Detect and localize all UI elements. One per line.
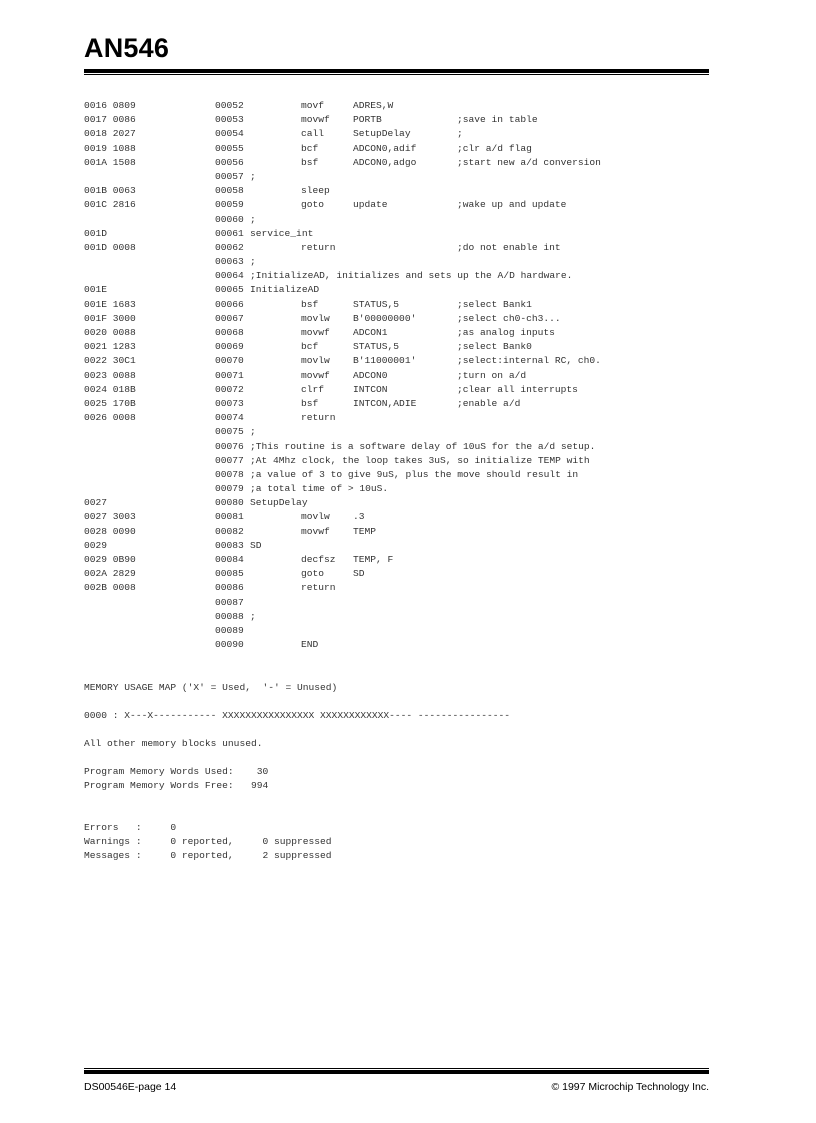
listing-operand: update — [353, 199, 388, 211]
document-title: AN546 — [84, 33, 170, 63]
listing-line-number: 00062 — [215, 241, 244, 253]
listing-comment: ;select Bank0 — [457, 341, 532, 353]
listing-comment: ;clear all interrupts — [457, 383, 578, 395]
listing-operand: INTCON — [353, 383, 388, 395]
listing-address: 0026 0008 — [84, 412, 136, 424]
listing-opcode: decfsz — [301, 554, 336, 565]
listing-address: 0023 0088 — [84, 369, 136, 381]
footer-rule-thin — [84, 1068, 709, 1069]
listing-line-number: 00065 — [215, 284, 244, 296]
listing-comment: ;do not enable int — [457, 241, 561, 253]
header-rule — [84, 69, 709, 76]
listing-comment: ;select:internal RC, ch0. — [457, 355, 601, 367]
listing-comment: ;save in table — [457, 114, 538, 126]
listing-comment-line: ;a value of 3 to give 9uS, plus the move should result in — [250, 468, 579, 480]
listing-comment-line: ; — [250, 610, 256, 622]
listing-address: 0016 0809 — [84, 100, 136, 111]
listing-line-number: 00059 — [215, 199, 244, 211]
listing-line-number: 00053 — [215, 114, 244, 126]
listing-operand: .3 — [353, 511, 365, 523]
listing-line-number: 00086 — [215, 582, 244, 594]
listing-opcode: bsf — [301, 156, 319, 168]
listing-line-number: 00087 — [215, 596, 244, 608]
listing-operand: ADCON0,adgo — [353, 156, 417, 168]
listing-opcode: movf — [301, 100, 325, 111]
listing-line-number: 00056 — [215, 156, 244, 168]
footer-rule-thick — [84, 1070, 709, 1074]
listing-line-number: 00079 — [215, 483, 244, 495]
listing-line-number: 00088 — [215, 610, 244, 622]
listing-operand: INTCON,ADIE — [353, 397, 417, 409]
listing-comment-line: ;InitializeAD, initializes and sets up the A/D hardware. — [250, 270, 573, 282]
listing-label: service_int — [250, 227, 314, 239]
listing-operand: TEMP — [353, 525, 377, 537]
footer-copyright: © 1997 Microchip Technology Inc. — [551, 1081, 709, 1093]
listing-line-number: 00083 — [215, 539, 244, 551]
listing-address: 0025 170B — [84, 397, 136, 409]
listing-address: 001E 1683 — [84, 298, 136, 310]
footer-page-id: DS00546E-page 14 — [84, 1081, 177, 1093]
listing-address: 0029 0B90 — [84, 554, 136, 565]
listing-comment: ;enable a/d — [457, 397, 521, 409]
listing-address: 001A 1508 — [84, 156, 136, 168]
listing-comment: ; — [457, 128, 463, 140]
listing-opcode: return — [301, 412, 336, 424]
errors-line: Errors : 0 — [84, 822, 177, 833]
listing-comment-line: ;a total time of > 10uS. — [250, 483, 389, 495]
listing-operand: ADCON1 — [353, 327, 388, 338]
listing-line-number: 00068 — [215, 327, 244, 338]
listing-address: 0019 1088 — [84, 142, 136, 154]
listing-opcode: goto — [301, 568, 325, 580]
listing-opcode: movwf — [301, 114, 330, 126]
listing-line-number: 00085 — [215, 568, 244, 580]
header-rule-thick — [84, 69, 709, 73]
listing-comment: ;select Bank1 — [457, 298, 532, 310]
listing-line-number: 00074 — [215, 412, 244, 424]
listing-address: 001E — [84, 284, 108, 296]
listing-comment-line: ;At 4Mhz clock, the loop takes 3uS, so initialize TEMP with — [250, 454, 590, 466]
listing-opcode: END — [301, 639, 319, 651]
footer-rule — [84, 1068, 709, 1075]
listing-line-number: 00084 — [215, 554, 244, 565]
listing-operand: STATUS,5 — [353, 298, 400, 310]
listing-line-number: 00070 — [215, 355, 244, 367]
listing-line-number: 00077 — [215, 454, 244, 466]
listing-line-number: 00066 — [215, 298, 244, 310]
listing-line-number: 00075 — [215, 426, 244, 438]
other-blocks-note: All other memory blocks unused. — [84, 738, 263, 749]
listing-opcode: return — [301, 241, 336, 253]
listing-line-number: 00064 — [215, 270, 244, 282]
listing-address: 001D — [84, 227, 108, 239]
listing-operand: TEMP, F — [353, 554, 394, 565]
listing-line-number: 00076 — [215, 440, 244, 452]
listing-address: 001B 0063 — [84, 185, 136, 197]
assembly-summary — [84, 681, 510, 863]
listing-line-number: 00069 — [215, 341, 244, 353]
listing-opcode: bcf — [301, 341, 319, 353]
listing-line-number: 00090 — [215, 639, 244, 651]
listing-opcode: bsf — [301, 397, 319, 409]
listing-line-number: 00078 — [215, 468, 244, 480]
listing-operand: STATUS,5 — [353, 341, 400, 353]
listing-label: SD — [250, 539, 262, 551]
listing-comment-line: ; — [250, 256, 256, 268]
listing-operand: ADCON0,adif — [353, 142, 417, 154]
listing-operand: SD — [353, 568, 365, 580]
listing-opcode: return — [301, 582, 336, 594]
listing-address: 0024 018B — [84, 383, 136, 395]
listing-opcode: call — [301, 128, 325, 140]
memory-map-row: 0000 : X---X----------- XXXXXXXXXXXXXXXX XXXXXXXXXXXX---- ---------------- — [84, 710, 511, 721]
listing-line-number: 00060 — [215, 213, 244, 225]
listing-opcode: bcf — [301, 142, 319, 154]
listing-line-number: 00067 — [215, 312, 244, 324]
listing-line-number: 00082 — [215, 525, 244, 537]
listing-address: 001F 3000 — [84, 312, 136, 324]
listing-opcode: sleep — [301, 185, 330, 197]
listing-comment-line: ; — [250, 170, 256, 182]
listing-line-number: 00080 — [215, 497, 244, 509]
listing-address: 0020 0088 — [84, 327, 136, 338]
listing-comment: ;turn on a/d — [457, 369, 527, 381]
listing-comment: ;clr a/d flag — [457, 142, 532, 154]
listing-address: 0022 30C1 — [84, 355, 136, 367]
listing-address: 0028 0090 — [84, 525, 136, 537]
listing-opcode: movlw — [301, 355, 330, 367]
header-rule-thin — [84, 74, 709, 75]
listing-address: 0027 — [84, 497, 108, 509]
listing-opcode: movwf — [301, 525, 330, 537]
listing-line-number: 00061 — [215, 227, 244, 239]
listing-opcode: movlw — [301, 511, 330, 523]
listing-operand: SetupDelay — [353, 128, 411, 140]
listing-line-number: 00089 — [215, 624, 244, 636]
listing-comment: ;wake up and update — [457, 199, 567, 211]
words-free: Program Memory Words Free: 994 — [84, 780, 269, 791]
listing-opcode: goto — [301, 199, 325, 211]
listing-line-number: 00071 — [215, 369, 244, 381]
listing-comment-line: ; — [250, 426, 256, 438]
listing-opcode: movwf — [301, 369, 330, 381]
listing-line-number: 00054 — [215, 128, 244, 140]
listing-address: 001C 2816 — [84, 199, 136, 211]
listing-line-number: 00063 — [215, 256, 244, 268]
listing-address: 001D 0008 — [84, 241, 136, 253]
listing-address: 0018 2027 — [84, 128, 136, 140]
listing-line-number: 00081 — [215, 511, 244, 523]
listing-opcode: movlw — [301, 312, 330, 324]
listing-address: 0021 1283 — [84, 341, 136, 353]
listing-opcode: bsf — [301, 298, 319, 310]
listing-operand: ADRES,W — [353, 100, 394, 111]
listing-line-number: 00058 — [215, 185, 244, 197]
listing-address: 0029 — [84, 539, 108, 551]
listing-comment: ;as analog inputs — [457, 327, 555, 338]
listing-line-number: 00073 — [215, 397, 244, 409]
listing-line-number: 00055 — [215, 142, 244, 154]
listing-operand: B'00000000' — [353, 312, 417, 324]
listing-line-number: 00072 — [215, 383, 244, 395]
listing-opcode: clrf — [301, 383, 325, 395]
listing-address: 0017 0086 — [84, 114, 136, 126]
listing-operand: PORTB — [353, 114, 382, 126]
words-used: Program Memory Words Used: 30 — [84, 766, 269, 777]
listing-label: SetupDelay — [250, 497, 308, 509]
listing-comment: ;select ch0-ch3... — [457, 312, 561, 324]
memory-map-title: MEMORY USAGE MAP ('X' = Used, '-' = Unused) — [84, 682, 338, 693]
listing-line-number: 00052 — [215, 100, 244, 111]
warnings-line: Warnings : 0 reported, 0 suppressed — [84, 836, 332, 847]
messages-line: Messages : 0 reported, 2 suppressed — [84, 850, 332, 861]
listing-operand: ADCON0 — [353, 369, 388, 381]
listing-operand: B'11000001' — [353, 355, 417, 367]
listing-comment-line: ;This routine is a software delay of 10uS for the a/d setup. — [250, 440, 596, 452]
listing-line-number: 00057 — [215, 170, 244, 182]
listing-comment-line: ; — [250, 213, 256, 225]
listing-label: InitializeAD — [250, 284, 320, 296]
listing-comment: ;start new a/d conversion — [457, 156, 601, 168]
listing-address: 0027 3003 — [84, 511, 136, 523]
listing-address: 002A 2829 — [84, 568, 136, 580]
listing-address: 002B 0008 — [84, 582, 136, 594]
listing-opcode: movwf — [301, 327, 330, 338]
